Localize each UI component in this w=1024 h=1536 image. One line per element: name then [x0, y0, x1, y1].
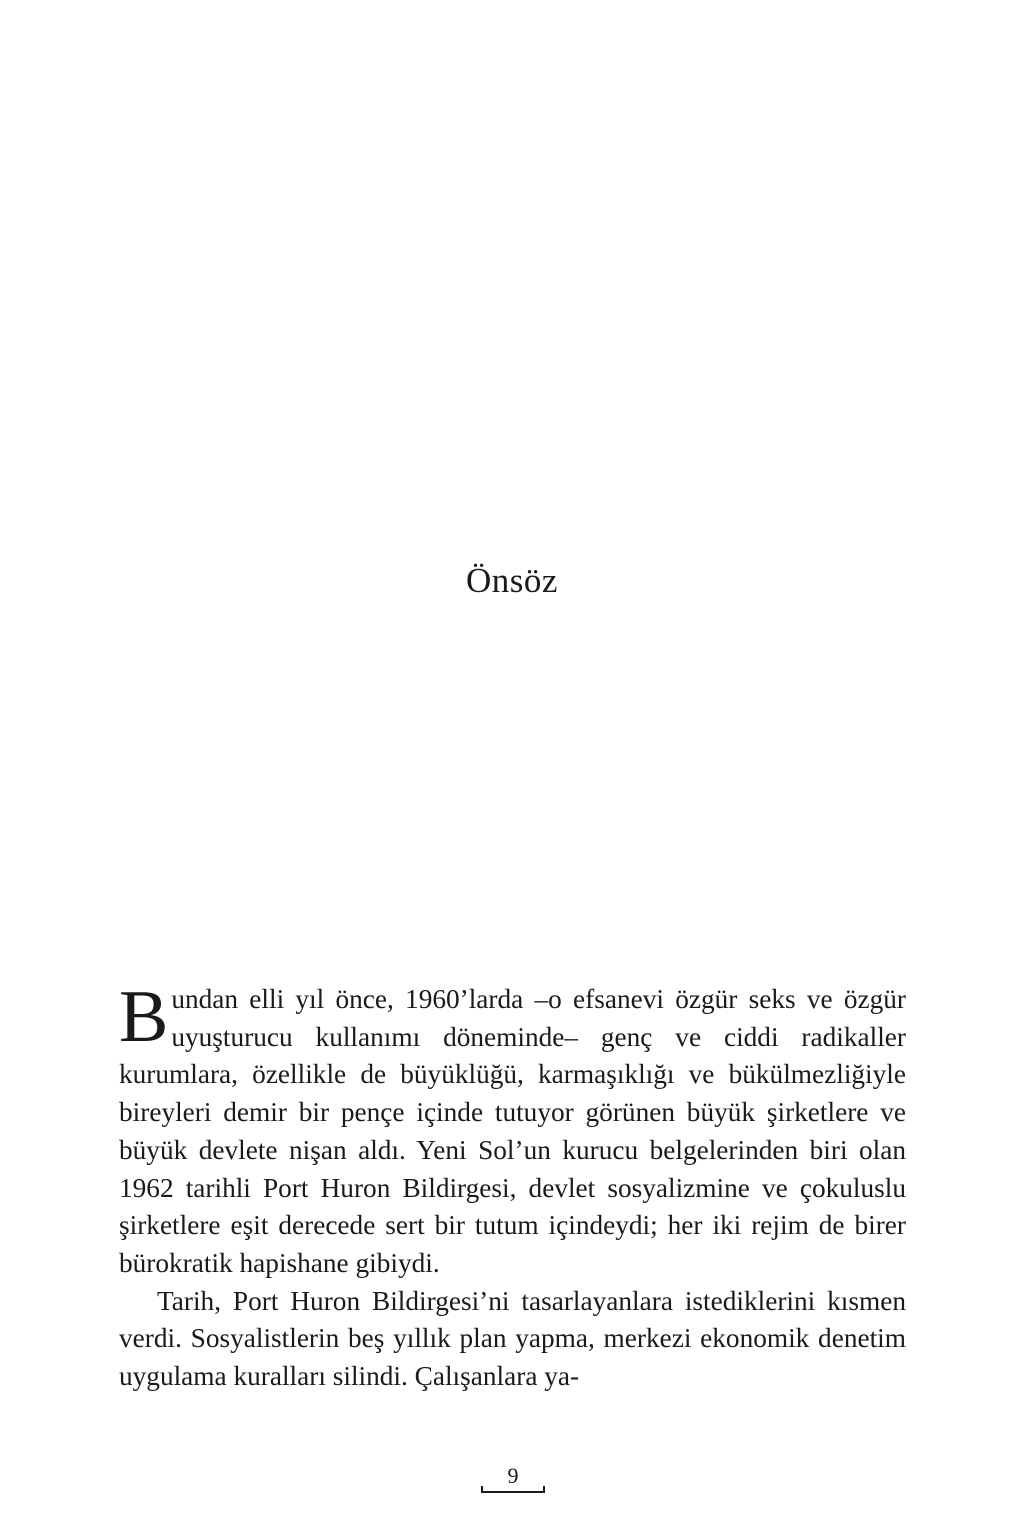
paragraph-1: Bundan elli yıl önce, 1960’larda –o efsanevi özgür seks ve özgür uyuşturucu kullanımı döneminde– genç ve ciddi radikaller kurumlara, özellikle de büyüklüğü, karmaşıklığı ve bükülmezliğiyle bireyleri demir bir pençe içinde tutuyor görünen büyük şirketlere ve büyük devlete nişan aldı. Yeni Sol’un kurucu belgelerinden biri olan 1962 tarihli Port Huron Bildirgesi, devlet sosyalizmine ve çokuluslu şirketlere eşit derecede sert bir tutum içindeydi; her iki rejim de birer bürokratik hapishane gibiydi. [119, 976, 906, 1278]
folio-rule-right-tick [543, 1486, 545, 1493]
folio [481, 1465, 545, 1495]
chapter-title: Önsöz [466, 561, 558, 600]
paragraph-2: Tarih, Port Huron Bildirgesi’ni tasarlayanlara istediklerini kısmen verdi. Sosyalistlerin beş yıllık plan yapma, merkezi ekonomik denetim uygulama kuralları silindi. Çalışanlara ya- [119, 1285, 906, 1392]
folio-rule [481, 1491, 545, 1493]
body-text [119, 976, 906, 1396]
page-number: 9 [507, 1463, 519, 1488]
